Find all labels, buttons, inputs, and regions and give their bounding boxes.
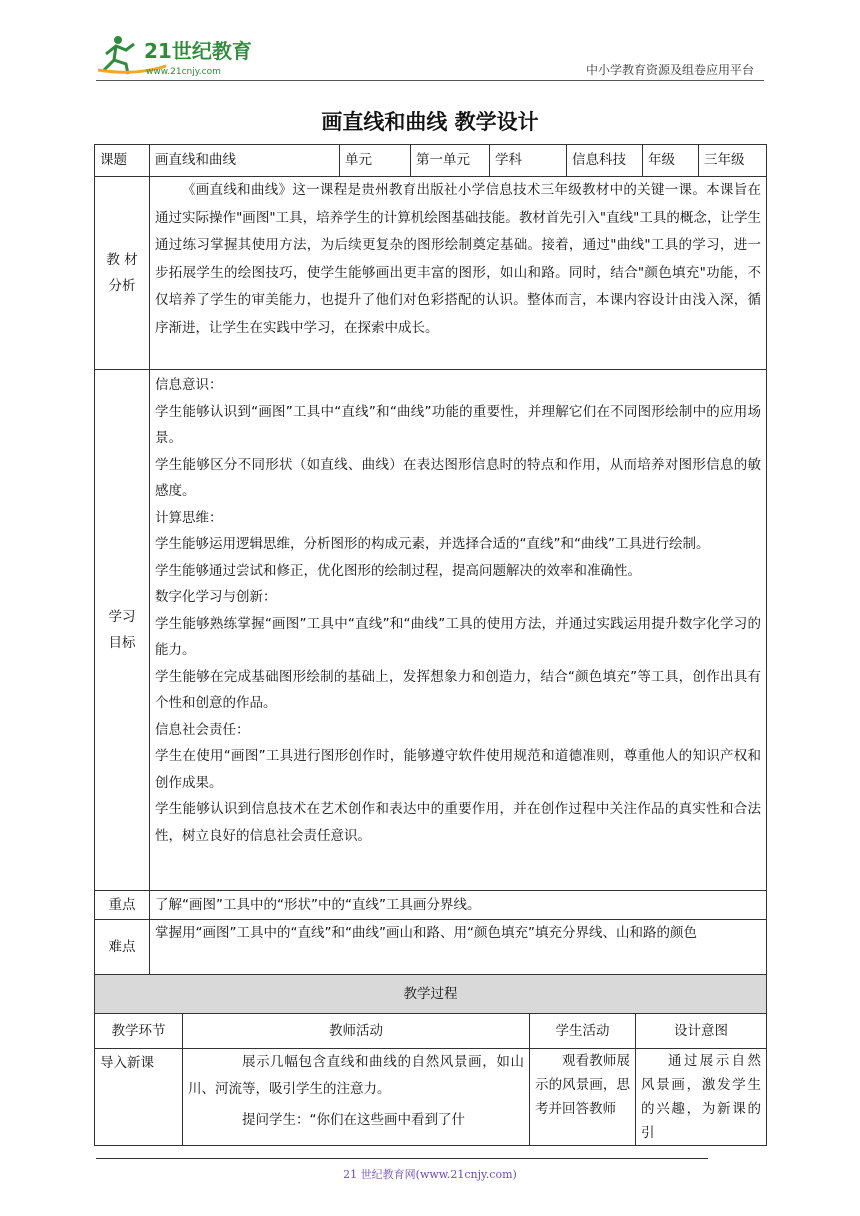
unit-value: 第一单元 (411, 145, 490, 177)
goal-item: 学生能够认识到信息技术在艺术创作和表达中的重要作用，并在创作过程中关注作品的真实性和合法性，树立良好的信息社会责任意识。 (155, 801, 761, 844)
lesson-info-table (94, 144, 767, 975)
analysis-row (95, 177, 767, 370)
header-student: 学生活动 (530, 1014, 636, 1049)
process-row (95, 1049, 767, 1146)
document-title: 画直线和曲线 教学设计 (321, 110, 539, 134)
process-header-row (95, 1014, 767, 1049)
difficulty-row (95, 920, 767, 975)
topic-label: 课题 (95, 145, 150, 177)
header-teacher: 教师活动 (183, 1014, 530, 1049)
teacher-activity-p2: 提问学生：“你们在这些画中看到了什 (242, 1112, 465, 1128)
goal-item: 学生能够通过尝试和修正，优化图形的绘制过程，提高问题解决的效率和准确性。 (155, 562, 641, 579)
process-title-row (95, 975, 767, 1014)
logo-url: www.21cnjy.com (146, 67, 221, 77)
analysis-label-line1: 教 材 (106, 252, 138, 268)
goal-heading-social-responsibility: 信息社会责任： (155, 721, 250, 738)
subject-label: 学科 (490, 145, 567, 177)
key-point-text: 了解“画图”工具中的“形状”中的“直线”工具画分界线。 (150, 891, 767, 920)
goal-item: 学生能够认识到“画图”工具中“直线”和“曲线”功能的重要性，并理解它们在不同图形绘制中的应用场景。 (155, 403, 761, 446)
key-point-row (95, 891, 767, 920)
logo-runner-icon (96, 30, 266, 78)
goal-item: 学生能够运用逻辑思维，分析图形的构成元素，并选择合适的“直线”和“曲线”工具进行绘制。 (155, 536, 710, 552)
goal-item: 学生能够区分不同形状（如直线、曲线）在表达图形信息时的特点和作用，从而培养对图形信息的敏感度。 (155, 456, 761, 499)
goal-heading-computational-thinking: 计算思维： (155, 509, 223, 526)
goal-item: 学生能够在完成基础图形绘制的基础上，发挥想象力和创造力，结合“颜色填充”等工具，创作出具有个性和创意的作品。 (155, 668, 761, 711)
difficulty-text: 掌握用“画图”工具中的“直线”和“曲线”画山和路、用“颜色填充”填充分界线、山和路的颜色 (150, 920, 767, 975)
goal-item: 学生在使用“画图”工具进行图形创作时，能够遵守软件使用规范和道德准则，尊重他人的知识产权和创作成果。 (155, 748, 761, 791)
grade-value: 三年级 (699, 145, 767, 177)
goal-item: 学生能够熟练掌握“画图”工具中“直线”和“曲线”工具的使用方法，并通过实践运用提升数字化学习的能力。 (155, 615, 761, 658)
teacher-activity-p1: 展示几幅包含直线和曲线的自然风景画，如山川、河流等，吸引学生的注意力。 (188, 1054, 524, 1097)
goal-heading-digital-learning: 数字化学习与创新： (155, 589, 277, 605)
design-intent-text: 通过展示自然风景画，激发学生的兴趣，为新课的引 (641, 1053, 761, 1141)
grade-label: 年级 (643, 145, 699, 177)
goal-heading-info-awareness: 信息意识： (155, 377, 223, 393)
teaching-process-table (94, 974, 767, 1146)
footer-divider (96, 1158, 708, 1159)
key-point-label: 重点 (95, 891, 150, 920)
logo-text: 21世纪教育 (144, 39, 252, 63)
topic-value: 画直线和曲线 (150, 145, 340, 177)
goals-label-line1: 学习 (108, 609, 136, 625)
goals-row (95, 370, 767, 891)
analysis-label-line2: 分析 (108, 278, 136, 294)
analysis-label (95, 177, 150, 370)
header-intent: 设计意图 (636, 1014, 767, 1049)
process-title: 教学过程 (95, 975, 767, 1014)
analysis-text: 《画直线和曲线》这一课程是贵州教育出版社小学信息技术三年级教材中的关键一课。本课旨在通过实际操作"画图"工具，培养学生的计算机绘图基础技能。教材首先引入"直线"工具的概念，让学生通过练习掌握其使用方法，为后续更复杂的图形绘制奠定基础。接着，通过"曲线"工具的学习，进一步拓展学生的绘图技巧，使学生能够画出更丰富的图形，如山和路。同时，结合"颜色填充"功能，不仅培养了学生的审美能力，也提升了他们对色彩搭配的认识。整体而言，本课内容设计由浅入深，循序渐进，让学生在实践中学习，在探索中成长。 (155, 182, 761, 336)
unit-label: 单元 (340, 145, 411, 177)
design-intent-cell (636, 1049, 767, 1146)
footer-text: 21 世纪教育网(www.21cnjy.com) (343, 1168, 517, 1181)
info-row (95, 145, 767, 177)
analysis-text-cell (150, 177, 767, 370)
header-divider (96, 80, 764, 81)
goals-label (95, 370, 150, 891)
teacher-activity-cell (183, 1049, 530, 1146)
subject-value: 信息科技 (567, 145, 643, 177)
goals-label-line2: 目标 (108, 635, 136, 651)
student-activity-cell (530, 1049, 636, 1146)
header-stage: 教学环节 (95, 1014, 183, 1049)
difficulty-label: 难点 (95, 920, 150, 975)
site-logo (96, 30, 266, 78)
stage-cell: 导入新课 (95, 1049, 183, 1146)
student-activity-text: 观看教师展示的风景画，思考并回答教师 (535, 1053, 630, 1117)
goals-text-cell (150, 370, 767, 891)
platform-name: 中小学教育资源及组卷应用平台 (585, 63, 754, 77)
